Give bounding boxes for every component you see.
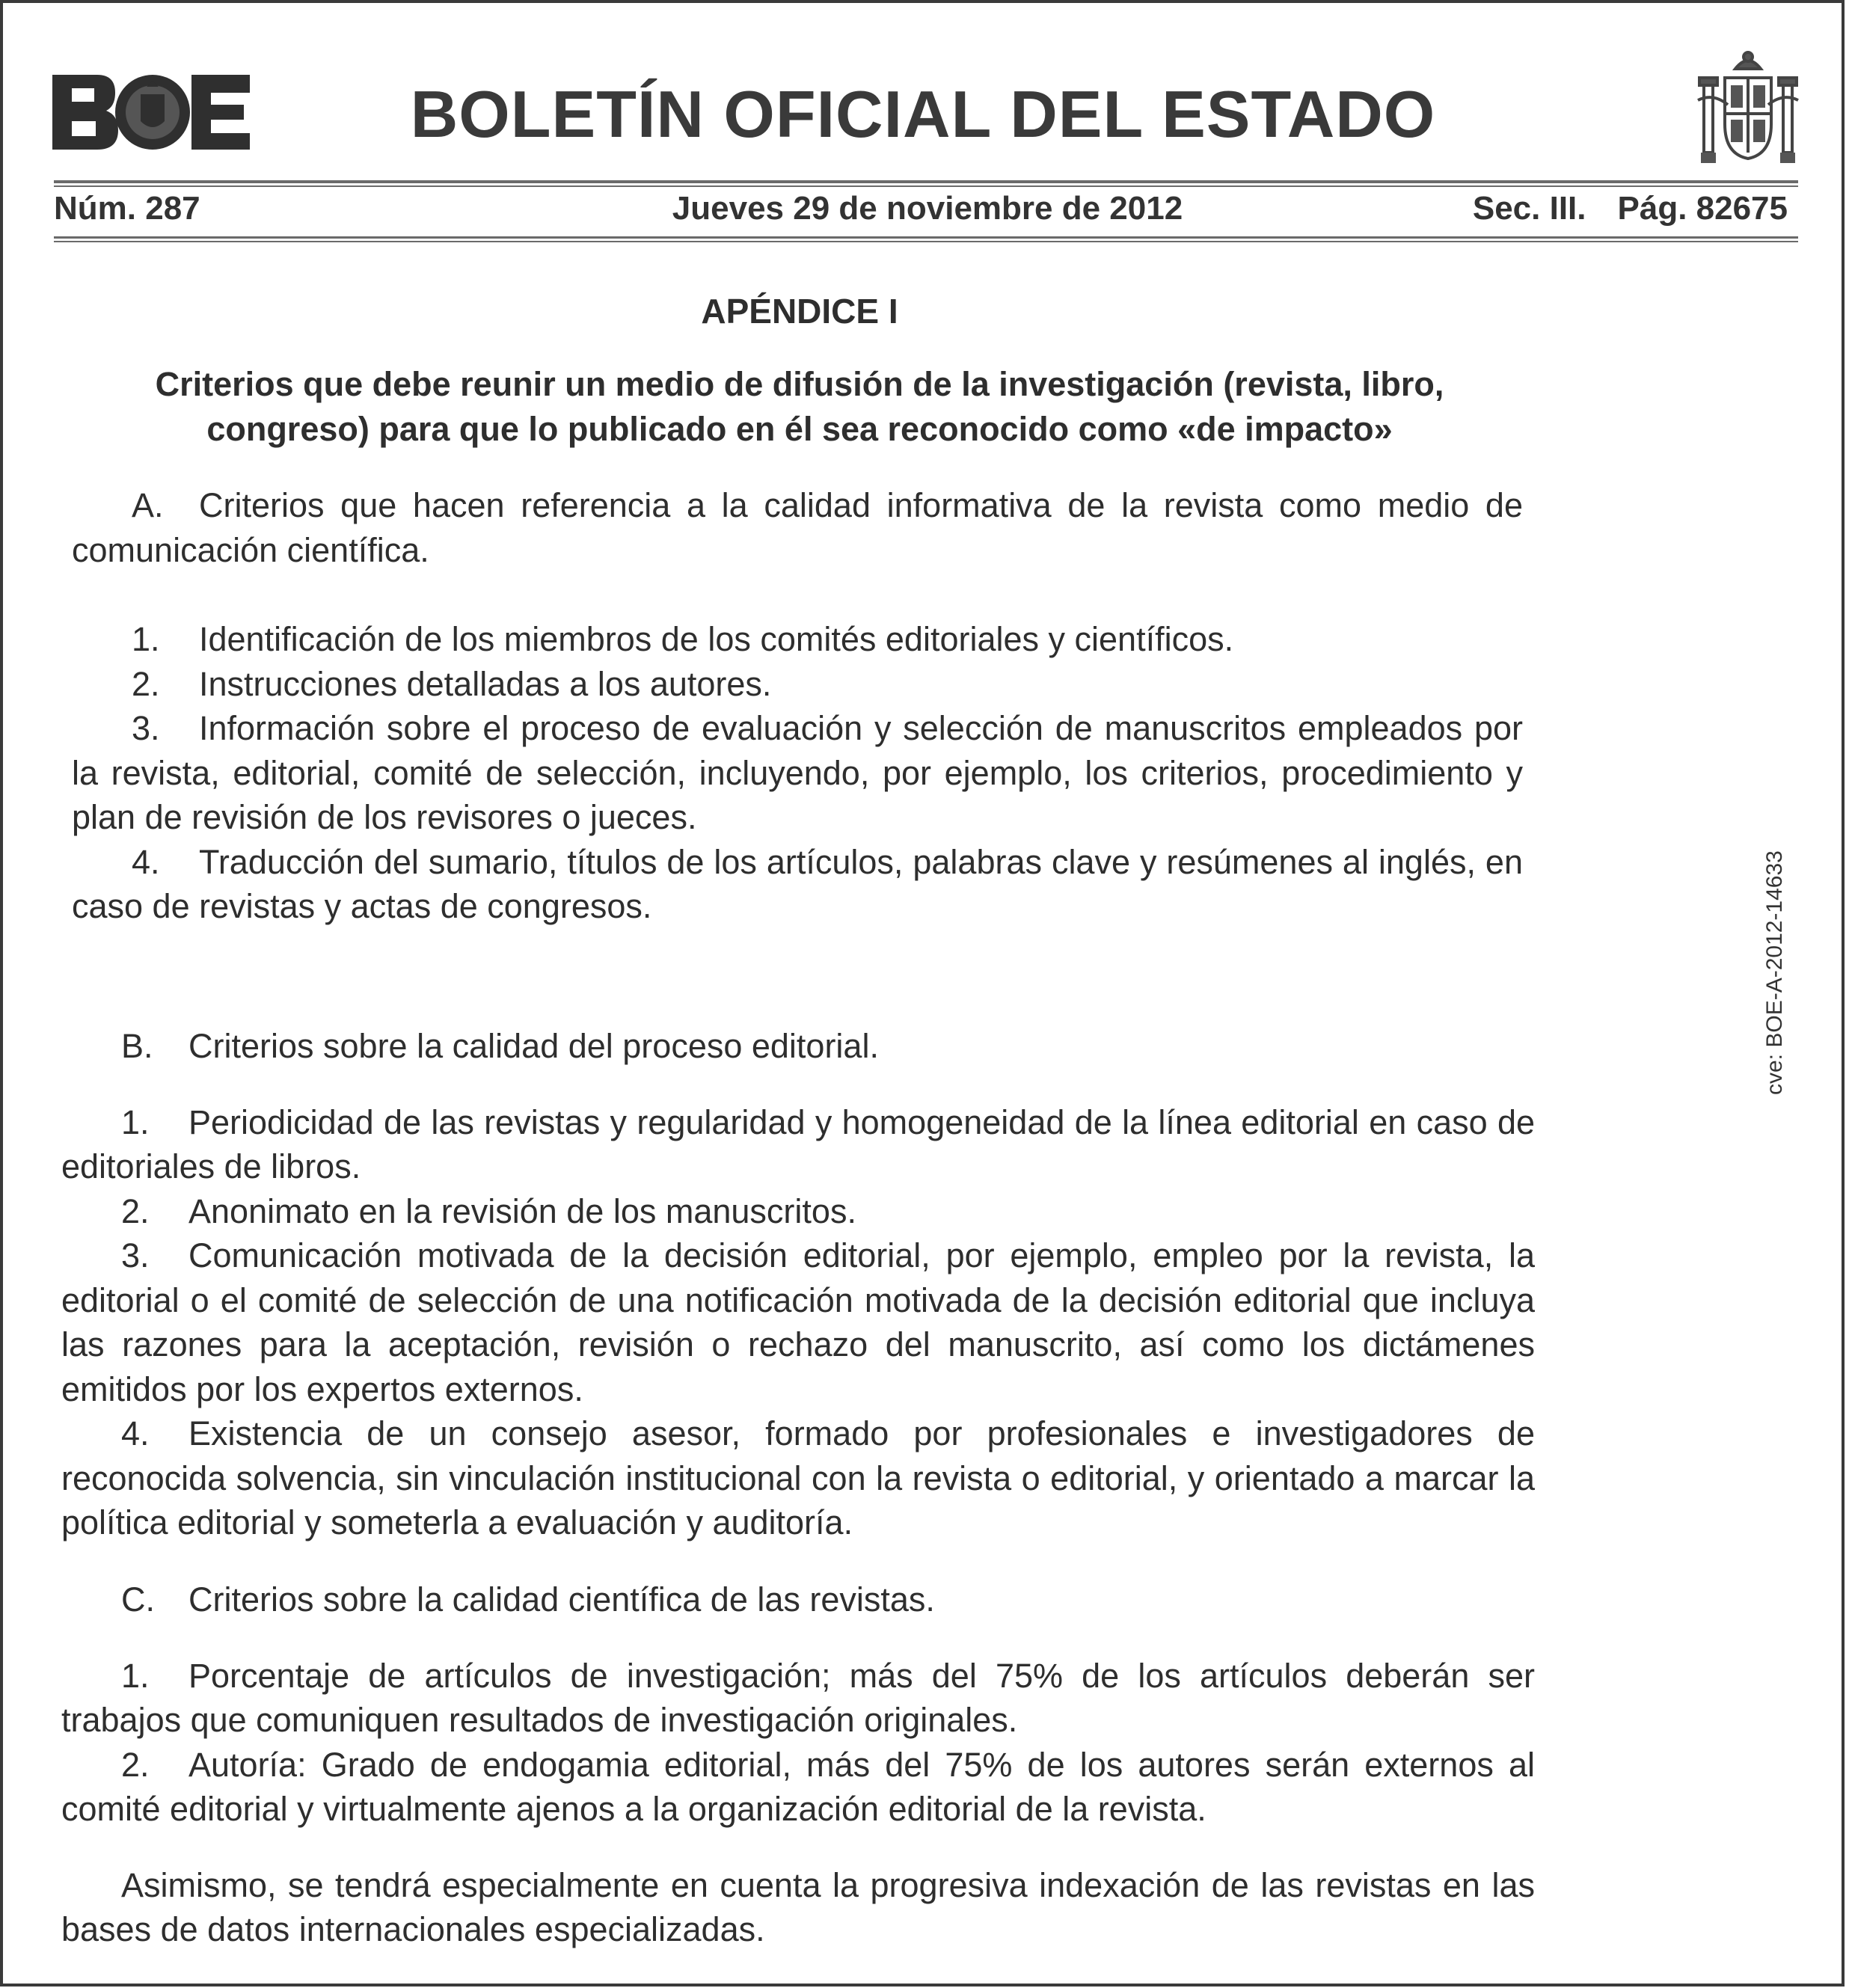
list-item: 4. Existencia de un consejo asesor, formado por profesionales e investigadores de reconocida solvencia, sin vinculación institucional con la revista o editorial, y orientado a marcar la política editorial y someterla a evaluación y auditoría.	[61, 1414, 1535, 1541]
section-page	[1473, 190, 1788, 227]
list-item: 3. Comunicación motivada de la decisión editorial, por ejemplo, empleo por la revista, la editorial o el comité de selección de una notificación motivada de la decisión editorial que incluya las razones para la aceptación, revisión o rechazo del manuscrito, así como los dictámenes emitidos por los expertos externos.	[61, 1236, 1535, 1408]
page-number: Pág. 82675	[1617, 190, 1788, 227]
list-item: 2. Autoría: Grado de endogamia editorial, más del 75% de los autores serán externos al comité editorial y virtualmente ajenos a la organización editorial de la revista.	[61, 1745, 1535, 1828]
header-rule-top-thin	[54, 185, 1798, 187]
issue-date: Jueves 29 de noviembre de 2012	[672, 190, 1183, 227]
section-a	[72, 483, 1523, 929]
list-item: 1. Porcentaje de artículos de investigación; más del 75% de los artículos deberán ser trabajos que comuniquen resultados de investigación originales.	[61, 1656, 1535, 1739]
boe-logo	[51, 72, 251, 153]
list-item: 2. Instrucciones detalladas a los autores.	[132, 664, 772, 703]
section-a-heading: A. Criterios que hacen referencia a la calidad informativa de la revista como medio de comunicación científica.	[72, 486, 1523, 569]
appendix-title: APÉNDICE I	[701, 292, 898, 331]
list-item: 1. Periodicidad de las revistas y regularidad y homogeneidad de la línea editorial en caso de editoriales de libros.	[61, 1102, 1535, 1185]
header-rule-bottom-thin	[54, 241, 1798, 242]
section-b	[61, 1024, 1535, 1545]
section-c	[61, 1577, 1535, 1952]
closing-paragraph: Asimismo, se tendrá especialmente en cuenta la progresiva indexación de las revistas en las bases de datos internacionales especializadas.	[61, 1865, 1535, 1948]
cve-code: cve: BOE-A-2012-14633	[1762, 850, 1787, 1095]
section-b-heading: B. Criterios sobre la calidad del proceso editorial.	[121, 1027, 879, 1065]
header-rule-bottom	[54, 236, 1798, 239]
section-c-heading: C. Criterios sobre la calidad científica de las revistas.	[121, 1580, 935, 1619]
section-label: Sec. III.	[1472, 190, 1586, 227]
masthead-title: BOLETÍN OFICIAL DEL ESTADO	[410, 77, 1436, 151]
header-rule-top	[54, 180, 1798, 183]
spain-coat-of-arms-icon	[1692, 48, 1804, 168]
list-item: 3. Información sobre el proceso de evaluación y selección de manuscritos empleados por la revista, editorial, comité de selección, incluyendo, por ejemplo, los criterios, procedimiento y plan de revisión de los revisores o jueces.	[72, 709, 1523, 836]
list-item: 2. Anonimato en la revisión de los manuscritos.	[121, 1191, 856, 1230]
issue-number: Núm. 287	[54, 190, 200, 227]
list-item: 4. Traducción del sumario, títulos de los artículos, palabras clave y resúmenes al inglés, en caso de revistas y actas de congresos.	[72, 842, 1523, 925]
list-item: 1. Identificación de los miembros de los comités editoriales y científicos.	[132, 620, 1234, 658]
appendix-subtitle: Criterios que debe reunir un medio de difusión de la investigación (revista, libro, congreso) para que lo publicado en él sea reconocido como «de impacto»	[155, 365, 1444, 448]
